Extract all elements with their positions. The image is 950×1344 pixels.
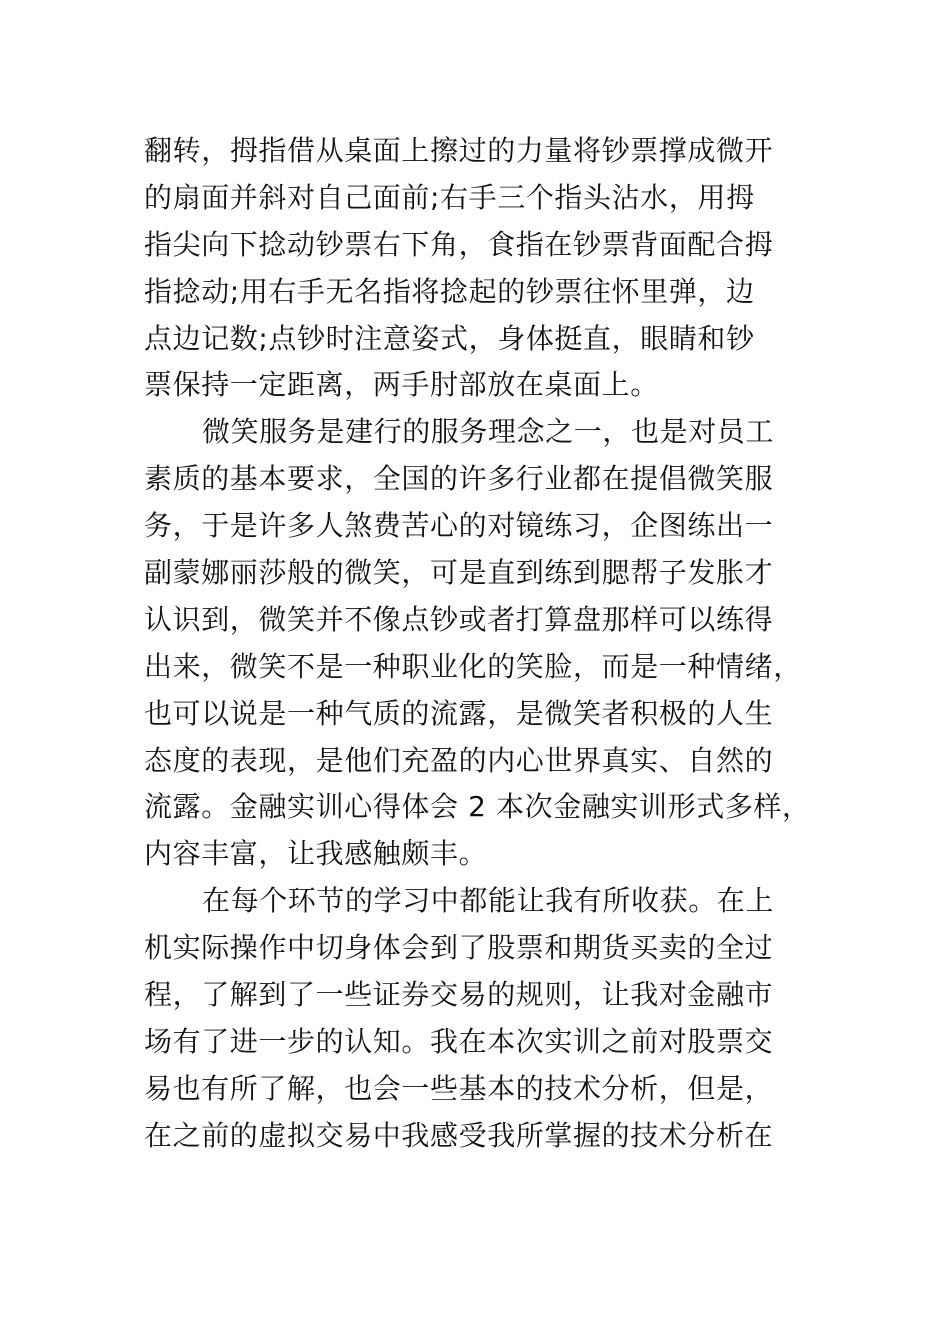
text-line: 认识到，微笑并不像点钞或者打算盘那样可以练得: [144, 602, 774, 636]
text-line: 的扇面并斜对自己面前;右手三个指头沾水，用拇: [144, 180, 755, 214]
text-line: 翻转，拇指借从桌面上擦过的力量将钞票撑成微开: [144, 134, 774, 167]
text-line: 微笑服务是建行的服务理念之一，也是对员工: [202, 415, 775, 449]
text-line: 内容丰富，让我感触颇丰。: [144, 837, 488, 871]
text-line: 流露。金融实训心得体会 2 本次金融实训形式多样，: [144, 790, 811, 824]
text-line: 在之前的虚拟交易中我感受我所掌握的技术分析在: [144, 1118, 774, 1152]
text-line: 机实际操作中切身体会到了股票和期货买卖的全过: [144, 931, 774, 965]
text-line: 指尖向下捻动钞票右下角，食指在钞票背面配合拇: [144, 227, 774, 261]
text-line: 程，了解到了一些证券交易的规则，让我对金融市: [144, 978, 774, 1012]
text-line: 也可以说是一种气质的流露，是微笑者积极的人生: [144, 696, 774, 730]
text-line: 副蒙娜丽莎般的微笑，可是直到练到腮帮子发胀才: [144, 556, 774, 590]
text-line: 态度的表现，是他们充盈的内心世界真实、自然的: [144, 743, 774, 777]
text-line: 场有了进一步的认知。我在本次实训之前对股票交: [144, 1024, 774, 1058]
text-line: 在每个环节的学习中都能让我有所收获。在上: [202, 884, 775, 918]
text-line: 点边记数;点钞时注意姿式，身体挺直，眼睛和钞: [144, 321, 755, 355]
text-line: 素质的基本要求，全国的许多行业都在提倡微笑服: [144, 462, 774, 496]
text-line: 务，于是许多人煞费苦心的对镜练习，企图练出一: [144, 509, 774, 543]
body-text: [144, 128, 811, 1160]
text-line: 易也有所了解，也会一些基本的技术分析，但是，: [144, 1071, 774, 1105]
text-line: 票保持一定距离，两手肘部放在桌面上。: [144, 368, 659, 402]
text-line: 指捻动;用右手无名指将捻起的钞票往怀里弹，边: [144, 274, 755, 308]
text-line: 出来，微笑不是一种职业化的笑脸，而是一种情绪，: [144, 649, 802, 683]
